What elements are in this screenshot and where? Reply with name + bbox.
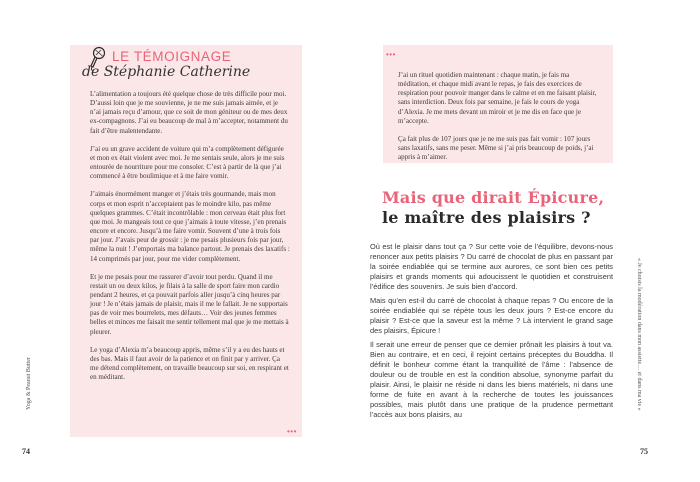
testimonial-kicker: LE TÉMOIGNAGE <box>112 49 232 64</box>
body-text <box>370 242 613 424</box>
testimonial-text <box>90 90 290 391</box>
continue-marker: ••• <box>287 427 297 436</box>
paragraph: Le yoga d’Alexia m’a beaucoup appris, même s’il y a eu des hauts et des bas. Mais il faut avoir de la patience et on finit par y arriver. Ça me détend complètement, on travaille beaucoup sur soi, en respirant et en méditant. <box>90 345 289 382</box>
testimonial-text-continued <box>398 71 598 171</box>
paragraph: Ça fait plus de 107 jours que je ne me suis pas fait vomir : 107 jours sans laxatifs, sans me peser. Même si j’ai pris beaucoup de poids, j’ai appris à m’aimer. <box>398 134 594 162</box>
paragraph: Mais qu’en est-il du carré de chocolat à chaque repas ? Ou encore de la soirée endiablée qui se répète tous les deux jours ? Est-ce encore du plaisir ? Est-ce que la saveur est la même ? Là intervient le grand sage des plaisirs, Épicure ! <box>370 296 613 335</box>
paragraph: J’ai eu un grave accident de voiture qui m’a complètement défigurée et mon ex était violent avec moi. Je me sentais seule, alors je me suis entourée de nourriture pour me consoler. C’est à partir de là que j’ai commencé à être boulimique et à me faire vomir. <box>90 144 285 181</box>
paragraph: Et je me pesais pour me rassurer d’avoir tout perdu. Quand il me restait un ou deux kilos, je filais à la salle de sport faire mon cardio pendant 2 heures, et ça pouvait parfois aller jusqu’à cinq heures par jour ! Je n’étais jamais de plaisir, mais il me le fallait. Je ne supportais pas de voir mes bourrelets, mes défauts… Voir des jeunes femmes belles et minces me faisait me sentir tellement mal que je me mettais à pleurer. <box>90 272 289 336</box>
page-number: 74 <box>22 447 30 456</box>
section-heading-line-2: le maître des plaisirs ? <box>382 208 591 227</box>
running-quote: « Je choisis la modération dans mon assiette… et dans ma vie » <box>636 258 642 411</box>
paragraph: L’alimentation a toujours été quelque chose de très difficile pour moi. D’aussi loin que je me souvienne, je ne me suis jamais aimée, et je n’ai jamais reçu d’amour, que ce soit de mon géniteur ou de mes deux ex-compagnons. J’ai eu beaucoup de mal à m’accepter, notamment du fait d’être malentendante. <box>90 90 288 135</box>
paragraph: Où est le plaisir dans tout ça ? Sur cette voie de l’équilibre, devons-nous renoncer aux petits plaisirs ? Du carré de chocolat de plus en passant par la soirée endiablée qui se termine aux aurores, ce sont bien ces petits plaisirs et grands moments qui adoucissent le quotidien et construisent l’édifice des souvenirs. Je suis bien d’accord. <box>370 242 613 291</box>
page-number: 75 <box>640 447 648 456</box>
continue-marker: ••• <box>386 50 396 59</box>
running-title: Yoga & Peanut Butter <box>26 357 32 410</box>
paragraph: Il serait une erreur de penser que ce dernier prônait les plaisirs à tout va. Bien au contraire, et en ceci, il rejoint certains préceptes du Bouddha. Il définit le bonheur comme étant la tranquillité de l’âme : l’absence de douleur ou de trouble en est la condition absolue, synonyme parfait du plaisir. Ainsi, le plaisir ne réside ni dans les biens matériels, ni dans une forme de fuite en avant à la recherche de toutes les jouissances possibles, mais plutôt dans une pratique de la prudence permettant l’accès aux bons plaisirs, au <box>370 340 613 419</box>
section-heading-line-1: Mais que dirait Épicure, <box>382 188 605 207</box>
testimonial-byline: de Stéphanie Catherine <box>82 64 251 80</box>
paragraph: J’ai un rituel quotidien maintenant : chaque matin, je fais ma méditation, et chaque midi avant le repas, je fais des exercices de respiration pour pouvoir manger dans le calme et en me faisant plaisir, sans interdiction. Deux fois par semaine, je fais le cours de yoga d’Alexia. Je me mets devant un miroir et je me dis en face que je m’accepte. <box>398 71 597 125</box>
paragraph: J’aimais énormément manger et j’étais très gourmande, mais mon corps et mon esprit n’acceptaient pas le moindre kilo, pas même quelques grammes. C’était incontrôlable : mon cerveau était plus fort que moi. Je mangeais tout ce que j’aimais à toute vitesse, j’en prenais encore et encore. Jusqu’à me faire vomir. Souvent d’une à trois fois par jour. J’avais peur de grossir : je me pesais plusieurs fois par jour, même la nuit ! J’emportais ma balance partout. Je prenais des laxatifs : 14 comprimés par jour, pour me vider complètement. <box>90 190 290 263</box>
